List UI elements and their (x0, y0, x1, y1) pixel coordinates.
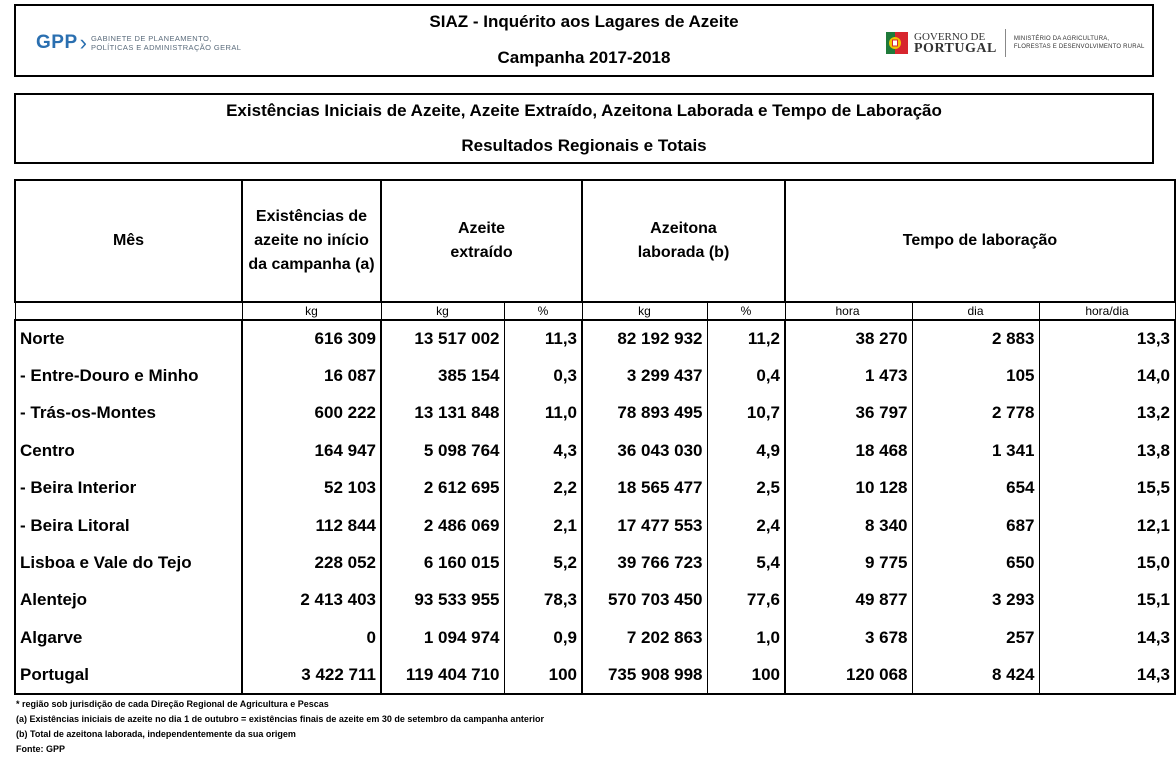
value-cell: 13,3 (1039, 320, 1175, 357)
value-cell: 13 517 002 (381, 320, 504, 357)
unit-cell: kg (242, 302, 381, 320)
gpp-chevron-icon: › (79, 30, 87, 55)
section-title-box (14, 93, 1154, 164)
value-cell: 3 299 437 (582, 357, 707, 394)
unit-cell: kg (381, 302, 504, 320)
footnotes (16, 697, 544, 757)
value-cell: 5,2 (504, 544, 582, 581)
value-cell: 654 (912, 470, 1039, 507)
value-cell: 2 778 (912, 395, 1039, 432)
gpp-logo-line2: POLÍTICAS E ADMINISTRAÇÃO GERAL (90, 43, 242, 52)
region-name: Alentejo (15, 582, 242, 619)
value-cell: 14,0 (1039, 357, 1175, 394)
section-subtitle: Resultados Regionais e Totais (461, 136, 707, 155)
unit-empty (15, 302, 242, 320)
value-cell: 3 678 (785, 619, 912, 656)
value-cell: 1,0 (707, 619, 785, 656)
table-row (15, 432, 1175, 469)
value-cell: 0,9 (504, 619, 582, 656)
value-cell: 2,5 (707, 470, 785, 507)
value-cell: 5,4 (707, 544, 785, 581)
value-cell: 5 098 764 (381, 432, 504, 469)
value-cell: 15,1 (1039, 582, 1175, 619)
value-cell: 16 087 (242, 357, 381, 394)
value-cell: 2 413 403 (242, 582, 381, 619)
value-cell: 3 422 711 (242, 657, 381, 694)
table-row (15, 657, 1175, 694)
value-cell: 2,2 (504, 470, 582, 507)
value-cell: 2 883 (912, 320, 1039, 357)
region-name: Lisboa e Vale do Tejo (15, 544, 242, 581)
table-body (15, 320, 1175, 694)
value-cell: 616 309 (242, 320, 381, 357)
value-cell: 3 293 (912, 582, 1039, 619)
gov-logo-divider (1005, 29, 1006, 57)
value-cell: 2 486 069 (381, 507, 504, 544)
table-row (15, 619, 1175, 656)
region-name: Algarve (15, 619, 242, 656)
value-cell: 8 424 (912, 657, 1039, 694)
ministerio-line2: FLORESTAS E DESENVOLVIMENTO RURAL (1013, 44, 1145, 50)
value-cell: 11,3 (504, 320, 582, 357)
table-row (15, 582, 1175, 619)
value-cell: 257 (912, 619, 1039, 656)
table-row (15, 395, 1175, 432)
value-cell: 119 404 710 (381, 657, 504, 694)
value-cell: 36 797 (785, 395, 912, 432)
value-cell: 14,3 (1039, 657, 1175, 694)
value-cell: 77,6 (707, 582, 785, 619)
region-name: Centro (15, 432, 242, 469)
value-cell: 6 160 015 (381, 544, 504, 581)
value-cell: 105 (912, 357, 1039, 394)
value-cell: 7 202 863 (582, 619, 707, 656)
value-cell: 100 (707, 657, 785, 694)
value-cell: 4,9 (707, 432, 785, 469)
governo-portugal-text (914, 31, 997, 55)
value-cell: 17 477 553 (582, 507, 707, 544)
report-header (14, 4, 1154, 77)
gpp-logo-line1: GABINETE DE PLANEAMENTO, (90, 34, 212, 43)
value-cell: 15,0 (1039, 544, 1175, 581)
section-title: Existências Iniciais de Azeite, Azeite Extraído, Azeitona Laborada e Tempo de Laboração (226, 101, 942, 120)
unit-cell: hora (785, 302, 912, 320)
value-cell: 78 893 495 (582, 395, 707, 432)
value-cell: 11,2 (707, 320, 785, 357)
report-title: SIAZ - Inquérito aos Lagares de Azeite (429, 12, 739, 31)
value-cell: 735 908 998 (582, 657, 707, 694)
value-cell: 10 128 (785, 470, 912, 507)
value-cell: 82 192 932 (582, 320, 707, 357)
header-tempo-laboracao: Tempo de laboração (785, 180, 1175, 302)
unit-cell: kg (582, 302, 707, 320)
value-cell: 14,3 (1039, 619, 1175, 656)
value-cell: 2,4 (707, 507, 785, 544)
table-row (15, 544, 1175, 581)
table-row (15, 507, 1175, 544)
value-cell: 9 775 (785, 544, 912, 581)
unit-cell: % (504, 302, 582, 320)
value-cell: 228 052 (242, 544, 381, 581)
footnote-jurisdicao: * região sob jurisdição de cada Direção Regional de Agricultura e Pescas (16, 699, 329, 709)
gov-logo-line2: PORTUGAL (914, 41, 997, 56)
region-name: Norte (15, 320, 242, 357)
value-cell: 4,3 (504, 432, 582, 469)
header-mes: Mês (15, 180, 242, 302)
region-name: - Beira Litoral (15, 507, 242, 544)
table-row (15, 357, 1175, 394)
value-cell: 112 844 (242, 507, 381, 544)
value-cell: 11,0 (504, 395, 582, 432)
unit-cell: % (707, 302, 785, 320)
region-name: Portugal (15, 657, 242, 694)
footnote-fonte: Fonte: GPP (16, 744, 65, 754)
value-cell: 93 533 955 (381, 582, 504, 619)
unit-cell: hora/dia (1039, 302, 1175, 320)
header-azeitona-laborada: Azeitona laborada (b) (582, 180, 785, 302)
value-cell: 13,2 (1039, 395, 1175, 432)
value-cell: 687 (912, 507, 1039, 544)
region-name: - Beira Interior (15, 470, 242, 507)
value-cell: 12,1 (1039, 507, 1175, 544)
portugal-emblem-icon (886, 30, 908, 56)
value-cell: 39 766 723 (582, 544, 707, 581)
value-cell: 18 565 477 (582, 470, 707, 507)
value-cell: 650 (912, 544, 1039, 581)
footnote-a: (a) Existências iniciais de azeite no dia 1 de outubro = existências finais de azeite em 30 de setembro da campanha anterior (16, 714, 544, 724)
value-cell: 164 947 (242, 432, 381, 469)
value-cell: 78,3 (504, 582, 582, 619)
gov-logo-line1: GOVERNO DE (914, 31, 986, 43)
value-cell: 0,4 (707, 357, 785, 394)
value-cell: 100 (504, 657, 582, 694)
value-cell: 1 341 (912, 432, 1039, 469)
value-cell: 52 103 (242, 470, 381, 507)
report-subtitle: Campanha 2017-2018 (497, 48, 671, 67)
value-cell: 15,5 (1039, 470, 1175, 507)
value-cell: 570 703 450 (582, 582, 707, 619)
value-cell: 385 154 (381, 357, 504, 394)
value-cell: 120 068 (785, 657, 912, 694)
value-cell: 2,1 (504, 507, 582, 544)
value-cell: 8 340 (785, 507, 912, 544)
value-cell: 1 094 974 (381, 619, 504, 656)
gpp-logo-word: GPP (36, 32, 78, 53)
footnote-b: (b) Total de azeitona laborada, independentemente da sua origem (16, 729, 296, 739)
value-cell: 13,8 (1039, 432, 1175, 469)
value-cell: 600 222 (242, 395, 381, 432)
value-cell: 0 (242, 619, 381, 656)
header-azeite-extraido: Azeite extraído (381, 180, 582, 302)
value-cell: 2 612 695 (381, 470, 504, 507)
header-existencias: Existências de azeite no início da campanha (a) (242, 180, 381, 302)
region-name: - Trás-os-Montes (15, 395, 242, 432)
value-cell: 13 131 848 (381, 395, 504, 432)
ministerio-text (1014, 35, 1145, 51)
table-row (15, 320, 1175, 357)
ministerio-line1: MINISTÉRIO DA AGRICULTURA, (1013, 36, 1110, 42)
value-cell: 1 473 (785, 357, 912, 394)
value-cell: 49 877 (785, 582, 912, 619)
value-cell: 38 270 (785, 320, 912, 357)
value-cell: 18 468 (785, 432, 912, 469)
governo-portugal-logo (886, 26, 1145, 60)
region-name: - Entre-Douro e Minho (15, 357, 242, 394)
table-row (15, 470, 1175, 507)
value-cell: 36 043 030 (582, 432, 707, 469)
results-table-wrapper (14, 179, 1171, 696)
value-cell: 0,3 (504, 357, 582, 394)
results-table (14, 179, 1176, 695)
value-cell: 10,7 (707, 395, 785, 432)
unit-cell: dia (912, 302, 1039, 320)
